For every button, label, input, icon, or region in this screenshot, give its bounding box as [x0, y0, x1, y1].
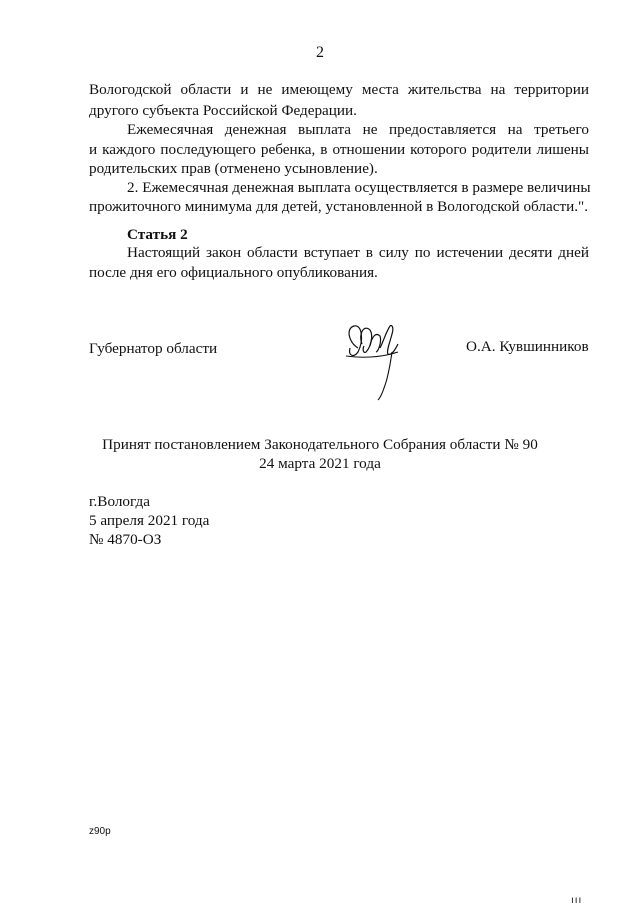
sign-date: 5 апреля 2021 года	[89, 512, 210, 529]
body-line-5: родительских прав (отменено усыновление).	[89, 160, 378, 177]
article-line-1: Настоящий закон области вступает в силу по истечении десяти дней	[127, 244, 589, 261]
governor-title: Губернатор области	[89, 340, 218, 357]
adoption-line-1: Принят постановлением Законодательного Собрания области № 90	[102, 436, 538, 453]
article-heading: Статья 2	[127, 226, 188, 243]
article-line-2: после дня его официального опубликования.	[89, 264, 378, 281]
body-line-7: прожиточного минимума для детей, установленной в Вологодской области.".	[89, 198, 589, 215]
law-number: № 4870-ОЗ	[89, 531, 162, 548]
body-line-1: Вологодской области и не имеющему места жительства на территории	[89, 81, 589, 98]
city: г.Вологда	[89, 493, 150, 510]
page-number: 2	[316, 44, 324, 61]
footer-mark: ııı	[571, 895, 583, 906]
adoption-line-2: 24 марта 2021 года	[259, 455, 381, 472]
body-line-3: Ежемесячная денежная выплата не предоставляется на третьего	[127, 121, 589, 138]
body-line-4: и каждого последующего ребенка, в отношении которого родители лишены	[89, 141, 589, 158]
governor-name: О.А. Кувшинников	[466, 338, 589, 355]
footer-code: z90p	[89, 826, 111, 837]
body-line-2: другого субъекта Российской Федерации.	[89, 102, 357, 119]
handwritten-signature	[340, 318, 410, 402]
body-line-6: 2. Ежемесячная денежная выплата осуществляется в размере величины	[127, 179, 591, 196]
